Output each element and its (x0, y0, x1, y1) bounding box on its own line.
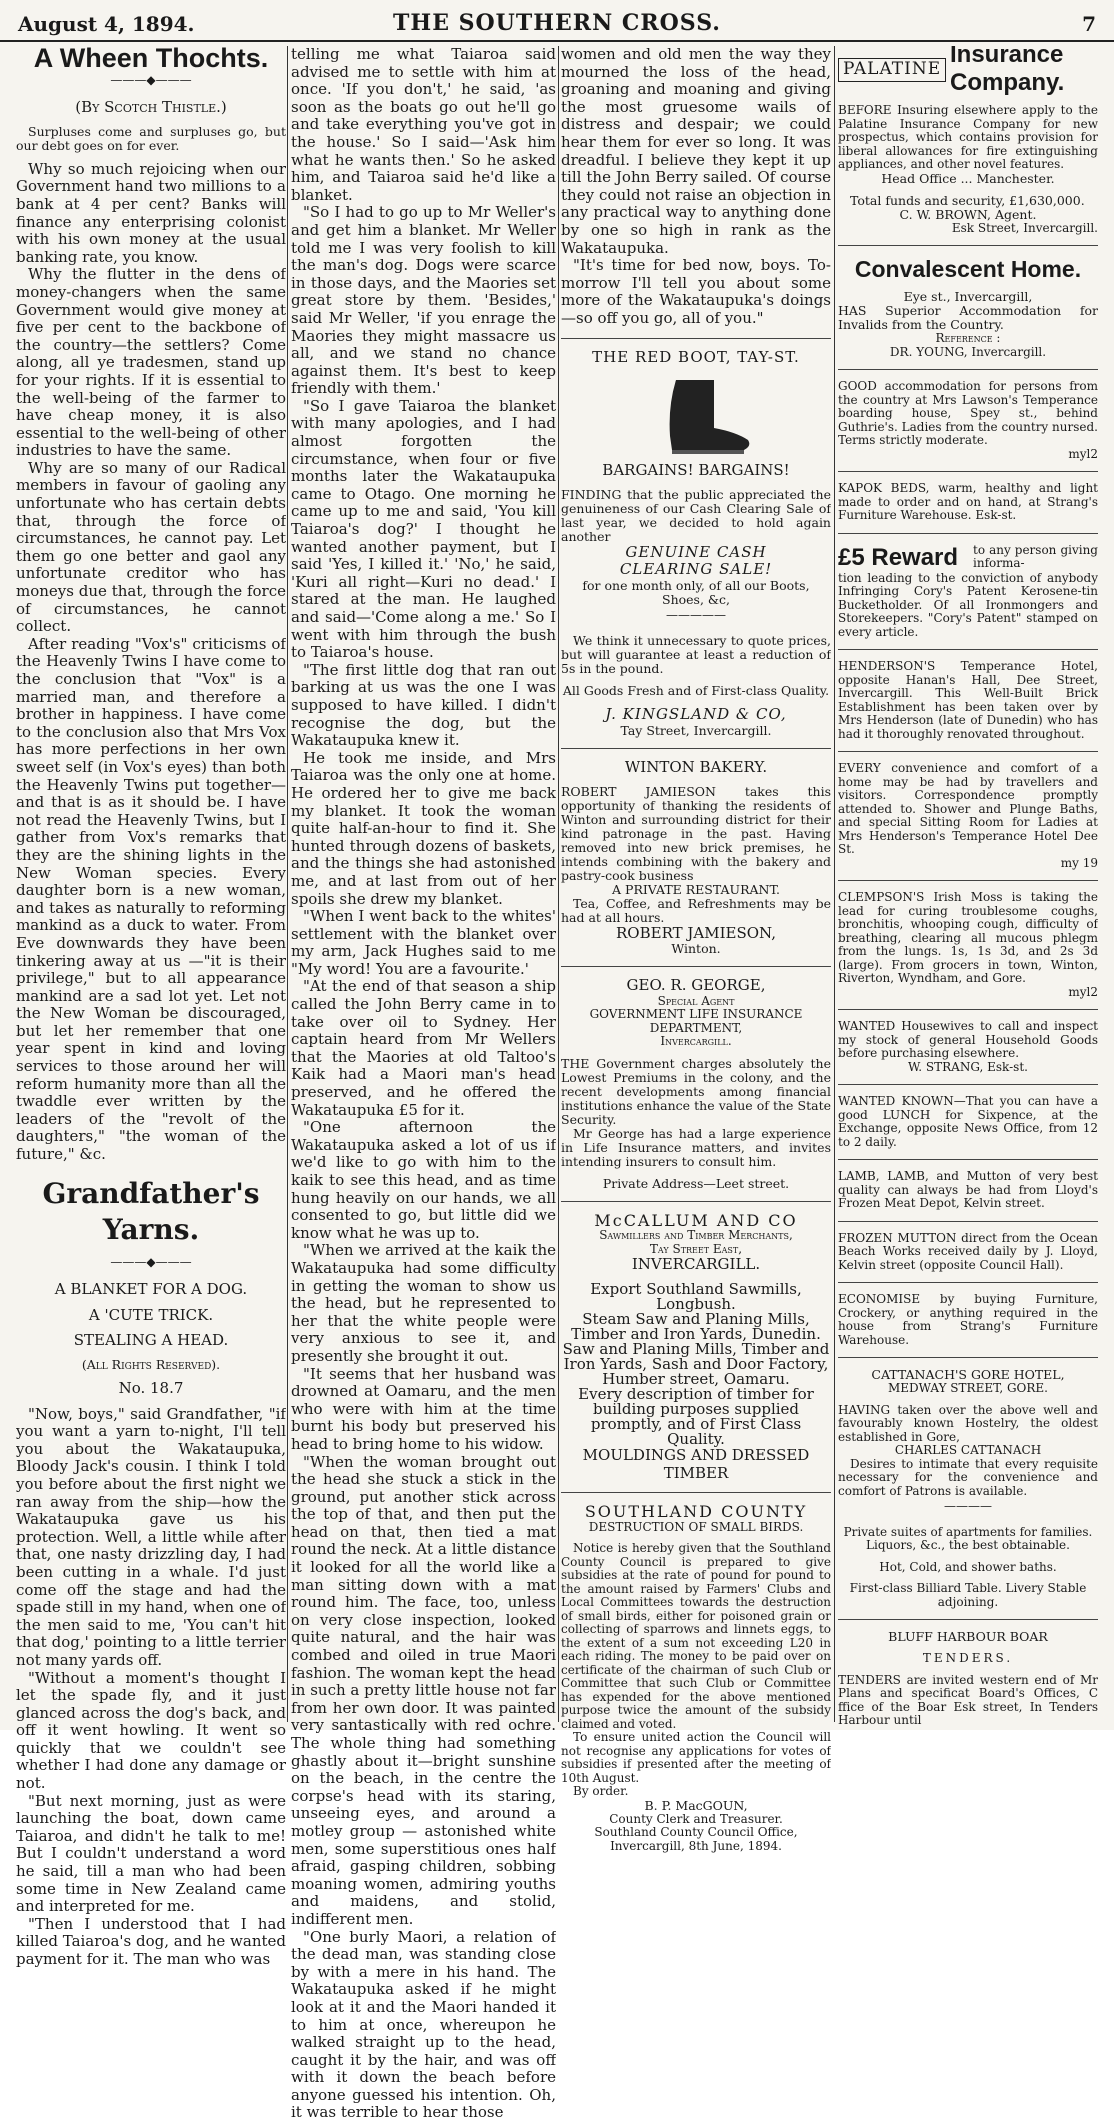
paragraph: "When the woman brought out the head she stuck a stick in the ground, put another stick across the top of that, and then put the head on that, then tied a mat round the neck. At a little distance it looked for all the world like a man sitting down with a mat round him. The face, too, unless on very close inspection, looked quite natural, and the hair was combed and oiled in true Maori fashion. The woman kept the head in such a pretty little house not far from her own door. It was painted very santastically with red ochre. The whole thing had something ghastly about it—bright sunshine on the beach, in the centre the corpse's head with its staring, unseeing eyes, and around a motley group — astonished white men, some superstitious ones half afraid, gasping children, sobbing moaning women, admiring youths and maidens, and stolid, indifferent men. (291, 1452, 556, 1928)
southland-county-notice (561, 1503, 831, 1853)
ad-text: We think it unnecessary to quote prices, but will guarantee at least a reduction of 5s in the pound. (561, 633, 831, 677)
ad-text: BEFORE Insuring elsewhere apply to the Palatine Insurance Company for new prospectus, which contains provision for liberal allowances for fire extinguishing appliances, and other novel features. (838, 103, 1098, 171)
ad-text: WANTED Housewives to call and inspect my stock of general Household Goods before purchasing elsewhere. (838, 1019, 1098, 1060)
ad-text: HAS Superior Accommodation for Invalids from the Country. (838, 303, 1098, 332)
ad-address: Tay Street, Invercargill. (620, 723, 772, 739)
ad-street: MEDWAY STREET, GORE. (887, 1381, 1048, 1395)
notice-text: By order. (573, 1784, 629, 1799)
paragraph: "The first little dog that ran out barking at us was the one I was supposed to have killed. I didn't recognise the dog, but the Wakataupuka knew it. (291, 660, 556, 750)
red-boot-ad (561, 349, 831, 739)
notice-signature: B. P. MacGOUN, (644, 1797, 748, 1813)
ad-subtitle: TENDERS. (922, 1651, 1014, 1666)
subheading: STEALING A HEAD. (73, 1331, 229, 1350)
ad-title: GEO. R. GEORGE, (626, 976, 766, 995)
ad-genuine: GENUINE CASH (625, 542, 767, 561)
ad-name: CHARLES CATTANACH (894, 1443, 1042, 1457)
paragraph: "Then I understood that I had killed Taiaroa's dog, and he wanted payment for it. The man who was (16, 1914, 286, 1968)
ad-text: to any person giving informa- (973, 543, 1098, 570)
ad-text: Hot, Cold, and shower baths. (879, 1559, 1057, 1574)
ad-text: KAPOK BEDS, warm, healthy and light made to order and on hand, at Strang's Furniture Warehouse. Esk-st. (838, 481, 1098, 522)
newspaper-title: THE SOUTHERN CROSS. (393, 10, 721, 36)
ornament-divider: ———◆——— (110, 72, 192, 87)
ad-title: WINTON BAKERY. (624, 758, 768, 777)
palatine-insurance-ad (838, 46, 1098, 104)
ad-text: Private suites of apartments for families. Liquors, &c., the best obtainable. (843, 1524, 1093, 1553)
divider: ———— (944, 1499, 992, 1513)
ad-text: HAVING taken over the above well and favourably known Hostelry, the oldest established in Gore, (838, 1402, 1098, 1444)
paragraph: After reading "Vox's" criticisms of the Heavenly Twins I have come to the conclusion that "Vox" is a married man, and therefore a brother in happiness. I have come to the conclusion also that Mrs Vox has more perfections in her own sweet self (in Vox's eyes) than both the Heavenly Twins put together—and that is as it should be. I have not read the Heavenly Twins, but I gather from Vox's remarks that they are the shining lights in the New Woman species. Every daughter born is a new woman, and takes as naturally to reforming mankind as a duck to water. From Eve downwards they have been tinkering away at us —"it is their privilege," but to all appearance mankind are a sad lot yet. Let not the New Woman be discouraged, but let her remember that one year spent in kind and loving services to those around her will reform humanity more than all the twaddle ever written by the leaders of the "revolt of the daughters," "the woman of the future," &c. (16, 634, 286, 1164)
mccallum-ad (561, 1212, 831, 1482)
ad-place: Winton. (671, 941, 721, 957)
issue-date: August 4, 1894. (18, 12, 195, 36)
subheading: A BLANKET FOR A DOG. (54, 1280, 248, 1299)
epigraph: Surpluses come and surpluses go, but our debt goes on for ever. (16, 123, 286, 153)
ad-title: THE RED BOOT, TAY-ST. (592, 347, 800, 366)
ad-text: Tea, Coffee, and Refreshments may be had at all hours. (561, 895, 831, 925)
ad-title: CATTANACH'S GORE HOTEL, (871, 1367, 1065, 1382)
ad-subtitle: Special Agent (657, 993, 735, 1008)
ad-text: FROZEN MUTTON direct from the Ocean Beach Works received daily by J. Lloyd, Kelvin street (opposite Council Hall). (838, 1230, 1098, 1272)
ad-subtitle: Tay Street East, (649, 1241, 743, 1256)
ad-city: INVERCARGILL. (631, 1255, 761, 1274)
ornament-divider: ———◆——— (110, 1254, 192, 1269)
paragraph: "At the end of that season a ship called the John Berry came in to take over oil to Sydney. Her captain heard from Mr Wellers that the Maories at old Taltoo's Kaik had a Maori man's head preserved, and he offered the Wakataupuka £5 for it. (291, 977, 556, 1119)
notice-text: To ensure united action the Council will not recognise any applications for votes of subsidies if presented after the meeting of 10th August. (561, 1730, 831, 1785)
paragraph: Why the flutter in the dens of money-changers when the same Government would give money at five per cent to the backbone of the country—the settlers? Come along, all ye tradesmen, stand up for your rights. If it is essential to the well-being of the farmer to have cheap money, it is also essential to the well-being of other industries to have the same. (16, 265, 286, 460)
ad-code: myl2 (1068, 984, 1098, 999)
paragraph: "So I had to go up to Mr Weller's and get him a blanket. Mr Weller told me I was very foolish to kill the man's dog. Dogs were scarce in those days, and the Maories set great store by them. 'Besides,' said Mr Weller, 'if you enrage the Maories they might massacre us all, and we stand no chance against them. It's best to keep friendly with them.' (291, 203, 556, 398)
ad-text: for one month only, of all our Boots, Shoes, &c, (582, 577, 810, 607)
paragraph: "One afternoon the Wakataupuka asked a lot of us if we'd like to go with him to the kaik to see this head, and as time hung heavily on our hands, we all consented to go, but little did we know what he was up to. (291, 1118, 556, 1242)
ad-code: my 19 (1060, 855, 1098, 870)
column-rule (834, 46, 835, 1722)
ad-subtitle: GOVERNMENT LIFE INSURANCE DEPARTMENT, (589, 1007, 803, 1035)
ad-line: Saw and Planing Mills, Timber and Iron Yards, Sash and Door Factory, Humber street, Oamaru. (562, 1340, 830, 1389)
column-rule (558, 46, 559, 1722)
paragraph: "One burly Maori, a relation of the dead man, was standing close by with a mere in his hand. The Wakataupuka asked if he might look at it and the Maori handed it to him at once, whereupon he walked straight up to the head, caught it by the hair, and was off with it down the beach before anyone guessed his intention. Oh, it was terrible to hear those (291, 1927, 556, 2122)
column-3 (561, 46, 831, 1853)
ad-text: WANTED KNOWN—That you can have a good LUNCH for Sixpence, at the Exchange, opposite News Office, from 12 to 2 daily. (838, 1094, 1098, 1149)
ad-line: Every description of timber for building purposes supplied promptly, and of First Class Quality. (578, 1385, 814, 1449)
paragraph: "But next morning, just as were launching the boat, down came Taiaroa, and didn't he talk to me! But I couldn't understand a word he said, till a man who had been some time in New Zealand came and interpreted for me. (16, 1791, 286, 1916)
ad-text: tion leading to the conviction of anybody Infringing Cory's Patent Kerosene-tin Bucketholder. Of all Ironmongers and Storekeepers. "Cory's Patent" stamped on every article. (838, 570, 1098, 639)
article-title: A Wheen Thochts. (33, 46, 269, 73)
ad-office: Head Office ... Manchester. (881, 170, 1055, 186)
ad-text: All Goods Fresh and of First-class Quality. (562, 683, 830, 699)
ad-agent: C. W. BROWN, Agent. (899, 206, 1037, 222)
article-title: Grandfather's Yarns. (42, 1176, 260, 1246)
paragraph: "It's time for bed now, boys. To-morrow I'll tell you about some more of the Wakataupuka's doings—so off you go, all of you." (561, 256, 831, 327)
paragraph: "Without a moment's thought I let the spade fly, and it just glanced across the dog's back, and off it went howling. It went so quickly that we couldn't see whether I had done any damage or not. (16, 1668, 286, 1793)
ad-place: Invercargill. (660, 1034, 732, 1049)
ad-reference: Reference : (935, 331, 1001, 345)
ad-address: Eye st., Invercargill, (903, 289, 1033, 304)
ad-clearing: CLEARING SALE! (619, 560, 773, 579)
ad-subtitle: A PRIVATE RESTAURANT. (612, 881, 780, 897)
notice-subtitle: DESTRUCTION OF SMALL BIRDS. (588, 1519, 804, 1534)
ad-text: Desires to intimate that every requisite necessary for the convenience and comfort of Patrons is available. (838, 1456, 1098, 1498)
ad-code: myl2 (1068, 446, 1098, 461)
ad-text: Mr George has had a large experience in Life Insurance matters, and invites intending insurers to consult him. (561, 1125, 831, 1169)
ad-line: Export Southland Sawmills, Longbush. (590, 1280, 802, 1314)
page-number: 7 (1082, 12, 1096, 36)
ad-title: McCALLUM AND CO (594, 1210, 798, 1230)
ad-text: CLEMPSON'S Irish Moss is taking the lead for curing troublesome coughs, bronchitis, whooping cough, difficulty of breathing, clearing all mucous phlegm from the lungs. 1s, 1s 3d, and 2s 3d (large). From grocers in town, Winton, Riverton, Wyndham, and Gore. (838, 890, 1098, 985)
ad-text: GOOD accommodation for persons from the country at Mrs Lawson's Temperance boarding house, Spey st., behind Guthrie's. Ladies from the country nursed. Terms strictly moderate. (838, 379, 1098, 447)
ad-subtitle: MOULDINGS AND DRESSED TIMBER (582, 1446, 810, 1482)
ad-firm: J. KINGSLAND & CO, (605, 705, 787, 724)
notice-date: Invercargill, 8th June, 1894. (610, 1838, 782, 1853)
ad-subtitle: Sawmillers and Timber Merchants, (599, 1228, 793, 1243)
ad-title: Company. (950, 69, 1065, 96)
ad-funds: Total funds and security, £1,630,000. (850, 192, 1085, 208)
ad-text: LAMB, LAMB, and Mutton of very best quality can always be had from Lloyd's Frozen Meat Depot, Kelvin street. (838, 1169, 1098, 1210)
paragraph: "When we arrived at the kaik the Wakataupuka had some difficulty in getting the woman to show us the head, but he represented to her that the white people were very anxious to see it, and presently she brought it out. (291, 1241, 556, 1365)
notice-office: Southland County Council Office, (594, 1825, 798, 1840)
paragraph: Why are so many of our Radical members in favour of gaoling any unfortunate who has certain debts that, through the force of circumstances, he cannot pay. Let them go one better and gaol any unfortunate creditor who has moneys due that, through the force of circumstances, he cannot collect. (16, 458, 286, 636)
ad-line: Steam Saw and Planing Mills, Timber and Iron Yards, Dunedin. (571, 1310, 821, 1344)
ad-text: HENDERSON'S Temperance Hotel, opposite Hanan's Hall, Dee Street, Invercargill. This Well-Built Brick Establishment has been taken over by Mrs Henderson (late of Dunedin) who has had it thoroughly renovated throughout. (838, 659, 1098, 741)
ad-name: W. STRANG, Esk-st. (908, 1059, 1028, 1074)
notice-title: SOUTHLAND COUNTY (584, 1502, 808, 1522)
notice-role: County Clerk and Treasurer. (609, 1811, 783, 1826)
ad-text: EVERY convenience and comfort of a home may be had by travellers and visitors. Correspondence promptly attended to. Shower and Plunge Baths, and special Sitting Room for Ladies at Mrs Henderson's Temperance Hotel Dee St. (838, 761, 1098, 856)
paragraph: telling me what Taiaroa said advised me to settle with him at once. 'If you don't,' he said, 'as soon as the boats go out he'll go and take everything you've got in the house.' So I said—'Ask him what he wants then.' So he asked him, and Taiaroa said he'd like a blanket. (291, 46, 556, 204)
george-insurance-ad (561, 977, 831, 1191)
ad-text: ROBERT JAMIESON takes this opportunity of thanking the residents of Winton and surrounding district for their kind patronage in the past. Having removed into new brick premises, he intends combining with the bakery and pastry-cook business (561, 783, 831, 883)
ad-text: TENDERS are invited western end of Mr Plans and specificat Board's Offices, C ffice of the Boar Esk street, In Tenders Harbour until (838, 1672, 1098, 1728)
ad-title: BLUFF HARBOUR BOAR (888, 1629, 1048, 1645)
column-2 (291, 46, 556, 2122)
paragraph: "It seems that her husband was drowned at Oamaru, and the men who were with him at the time burnt his body but preserved his head to bring home to his widow. (291, 1364, 556, 1453)
ad-logo: PALATINE (838, 58, 946, 82)
story-number: No. 18.7 (118, 1379, 184, 1397)
ad-text: THE Government charges absolutely the Lowest Premiums in the colony, and the recent developments among financial institutions enhance the value of the State Security. (561, 1055, 831, 1127)
ad-bargains: BARGAINS! BARGAINS! (602, 461, 790, 480)
divider: ————— (666, 607, 726, 622)
ad-title: £5 Reward (838, 543, 959, 571)
ad-text: FINDING that the public appreciated the genuineness of our Cash Clearing Sale of last year, we decided to hold again another (561, 486, 831, 544)
ad-address: Private Address—Leet street. (602, 1175, 790, 1191)
subheading: A 'CUTE TRICK. (88, 1305, 214, 1324)
notice-text: Notice is hereby given that the Southland County Council is prepared to give subsidies at the rate of pound for pound to the amount raised by Farmers' Clubs and Local Committees towards the destruction of small birds, either for poisoned grain or collecting of sparrows and linnets eggs, to the extent of a sum not exceeding L20 in each riding. The money to be paid over on certificate of the chairman of such Club or Committee that such Club or Committee has expended for the above mentioned purpose twice the amount of the subsidy claimed and voted. (561, 1541, 831, 1731)
rights-notice: (All Rights Reserved). (81, 1357, 221, 1372)
paragraph: Why so much rejoicing when our Government hand two millions to a bank at 4 per cent? Banks will finance any enterprising colonist with his own money at the usual banking rate, you know. (16, 159, 286, 266)
ad-name: ROBERT JAMIESON, (616, 923, 776, 942)
column-4 (838, 46, 1098, 1728)
paragraph: He took me inside, and Mrs Taiaroa was the only one at home. He ordered her to give me back my blanket. It took the woman quite half-an-hour to find it. She hunted through dozens of baskets, and the things she had astonished me, and at last from out of her spoils she drew my blanket. (291, 748, 556, 908)
ad-address: Esk Street, Invercargill. (951, 220, 1098, 235)
winton-bakery-ad (561, 759, 831, 956)
ad-text: First-class Billiard Table. Livery Stable adjoining. (849, 1581, 1087, 1609)
ad-title: Insurance (950, 46, 1064, 68)
paragraph: "When I went back to the whites' settlement with the blanket over my arm, Jack Hughes said to me "My word! You are a favourite.' (291, 907, 556, 978)
ad-text: ECONOMISE by buying Furniture, Crockery, or anything required in the house from Strang's Furniture Warehouse. (838, 1292, 1098, 1347)
column-rule (287, 46, 288, 1722)
ad-title: Convalescent Home. (854, 256, 1082, 282)
paragraph: "Now, boys," said Grandfather, "if you want a yarn to-night, I'll tell you about the Wakataupuka, Bloody Jack's cousin. I think I told you before about the first night we ran away from the ship—how the Wakataupuka gave us his protection. Well, a little while after that, one nasty drizzling day, I had been cutting in a whale. I'd just come off the stage and had the spade still in my hand, when one of the men said to me, 'You can't hit that dog,' pointing to a little terrier not many yards off. (16, 1404, 286, 1669)
paragraph: "So I gave Taiaroa the blanket with many apologies, and I had almost forgotten the circumstance, when four or five months later the Wakataupuka came to Otago. One morning he came up to me and said, 'You kill Taiaroa's dog?' I thought he wanted another payment, but I said 'Yes, I killed it.' 'No,' he said, 'Kuri all right—Kuri no dead.' I stared at the man. He laughed and said—'Come along a me.' So I went with him through the bush to Taiaroa's house. (291, 396, 556, 662)
masthead (0, 0, 1114, 42)
byline: (By Scotch Thistle.) (75, 98, 227, 117)
paragraph: women and old men the way they mourned the loss of the head, groaning and moaning and giving the most gruesome wails of distress and despair; we could hear them for ever so long. It was dreadful. I believe they kept it up till the John Berry sailed. Of course they could not raise an objection in any practical way to anything done by one so high in rank as the Wakataupuka. (561, 46, 831, 257)
boot-icon (636, 376, 756, 456)
column-1 (16, 46, 286, 1969)
ad-doctor: DR. YOUNG, Invercargill. (889, 344, 1047, 359)
